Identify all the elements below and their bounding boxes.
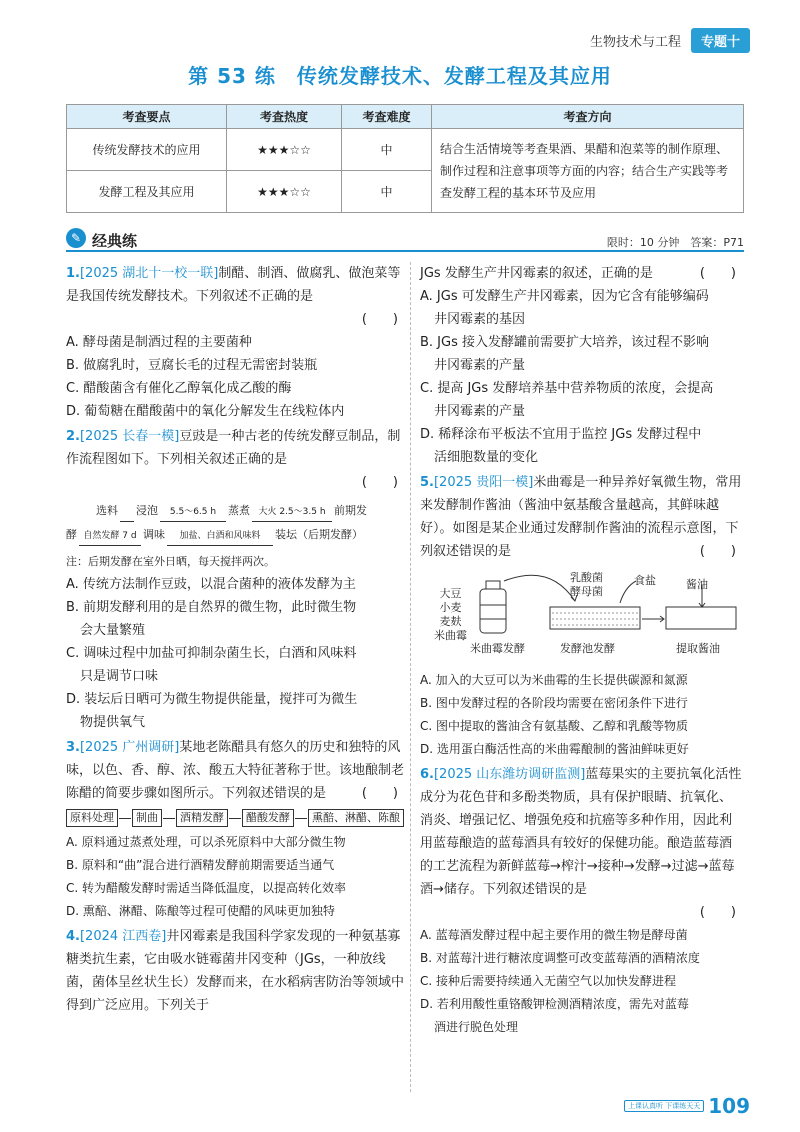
page-footer	[624, 1094, 750, 1118]
flow-box: 制曲	[132, 809, 162, 827]
question-3	[66, 736, 406, 923]
question-source: [2025 长春一模]	[79, 429, 180, 444]
subject-label: 生物技术与工程	[589, 35, 681, 50]
input-item: 大豆	[439, 587, 462, 600]
question-number: 5.	[420, 475, 434, 490]
table-cell: ★★★☆☆	[227, 171, 342, 213]
page-title: 第 53 练 传统发酵技术、发酵工程及其应用	[188, 64, 612, 88]
page-header	[590, 28, 750, 53]
flow-step: 酵	[66, 528, 77, 541]
flow-step: 选料	[96, 504, 118, 517]
flow-box: 醋酸发酵	[242, 809, 294, 827]
option-b-cont: 会大量繁殖	[80, 623, 146, 638]
input-item: 麦麸	[439, 615, 462, 628]
option-c: C. 调味过程中加盐可抑制杂菌生长，白酒和风味料	[66, 646, 357, 661]
question-4	[66, 925, 406, 1017]
table-cell: 传统发酵技术的应用	[67, 129, 227, 171]
question-stem-cont: JGs 发酵生产井冈霉素的叙述，正确的是	[420, 266, 653, 281]
fermenter-top	[486, 581, 500, 589]
flow-condition: 大火 2.5～3.5 h	[258, 507, 326, 517]
option-a: A. 加入的大豆可以为米曲霉的生长提供碳源和氮源	[420, 673, 688, 687]
option-d: D. 熏醅、淋醋、陈酿等过程可使醋的风味更加独特	[66, 904, 335, 918]
table-cell: ★★★☆☆	[227, 129, 342, 171]
option-b: B. 对蓝莓汁进行糖浓度调整可改变蓝莓酒的酒精浓度	[420, 951, 700, 965]
left-column	[66, 262, 406, 1019]
question-stem: 米曲霉是一种异养好氧微生物，常用来发酵制作酱油（酱油中氨基酸含量越高，其鲜味越好）。如图是某企业通过发酵制作酱油的流程示意图，下列叙述错误的是	[420, 475, 742, 559]
option-d: D. 若利用酸性重铬酸钾检测酒精浓度，需先对蓝莓	[420, 997, 689, 1011]
input-list	[434, 587, 467, 643]
option-d: D. 选用蛋白酶活性高的米曲霉酿制的酱油鲜味更好	[420, 742, 689, 756]
option-c: C. 转为醋酸发酵时需适当降低温度，以提高转化效率	[66, 881, 347, 895]
option-b: B. 原料和“曲”混合进行酒精发酵前期需要适当通气	[66, 858, 335, 872]
answer-bracket: ( )	[361, 786, 398, 801]
table-cell: 中	[342, 171, 432, 213]
option-b: B. 做腐乳时，豆腐长毛的过程无需密封装瓶	[66, 358, 318, 373]
flow-step: 前期发	[334, 504, 367, 517]
flow-box: 酒精发酵	[176, 809, 228, 827]
topic-badge: 专题十	[691, 28, 750, 53]
option-d-cont: 物提供氧气	[80, 715, 146, 730]
option-a: A. JGs 可发酵生产井冈霉素，因为它含有能够编码	[420, 289, 709, 304]
table-header: 考查要点	[67, 105, 227, 129]
flow-condition: 5.5～6.5 h	[169, 507, 217, 517]
question-source: [2024 江西卷]	[79, 929, 167, 944]
option-c: C. 图中提取的酱油含有氨基酸、乙醇和乳酸等物质	[420, 719, 689, 733]
soy-sauce-diagram	[420, 567, 744, 667]
option-b: B. 前期发酵利用的是自然界的微生物，此时微生物	[66, 600, 357, 615]
option-c-cont: 井冈霉素的产量	[434, 404, 526, 419]
question-number: 2.	[66, 429, 80, 444]
option-d-cont: 酒进行脱色处理	[434, 1020, 519, 1034]
process-flow	[66, 809, 406, 827]
question-number: 1.	[66, 266, 80, 281]
right-column	[420, 262, 744, 1041]
option-b: B. JGs 接入发酵罐前需要扩大培养，该过程不影响	[420, 335, 709, 350]
input-item: 米曲霉	[434, 629, 467, 642]
table-header: 考查热度	[227, 105, 342, 129]
footer-slogan: 上课认真听 下课练天天	[624, 1100, 704, 1112]
pen-icon: ✎	[66, 228, 86, 248]
table-cell: 发酵工程及其应用	[67, 171, 227, 213]
option-c: C. 醋酸菌含有催化乙醇氧化成乙酸的酶	[66, 381, 292, 396]
section-label: 经典练	[92, 232, 138, 250]
answer-bracket: ( )	[699, 266, 736, 281]
stage-label: 发酵池发酵	[560, 642, 615, 655]
fermenter-tank	[480, 589, 506, 633]
table-cell: 中	[342, 129, 432, 171]
answer-bracket: ( )	[699, 905, 736, 920]
question-source: [2025 广州调研]	[79, 740, 180, 755]
microbe-item: 酵母菌	[570, 585, 603, 598]
salt-label: 食盐	[634, 574, 656, 587]
answer-bracket: ( )	[699, 544, 736, 559]
question-stem: 制醋、制酒、做腐乳、做泡菜等是我国传统发酵技术。下列叙述不正确的是	[66, 266, 401, 304]
question-stem: 豆豉是一种古老的传统发酵豆制品，制作流程图如下。下列相关叙述正确的是	[66, 429, 401, 467]
option-a: A. 原料通过蒸煮处理，可以杀死原料中大部分微生物	[66, 835, 346, 849]
option-d-cont: 活细胞数量的变化	[434, 450, 539, 465]
table-cell-direction: 结合生活情境等考查果酒、果醋和泡菜等的制作原理、制作过程和注意事项等方面的内容；结合生产实践等考查发酵工程的基本环节及应用	[432, 129, 744, 213]
section-meta: 限时：10 分钟 答案：P71	[606, 236, 744, 249]
stage-label: 提取酱油	[676, 642, 720, 655]
process-flow	[66, 498, 406, 546]
table-header: 考查难度	[342, 105, 432, 129]
flow-step: 浸泡	[136, 504, 158, 517]
fermentation-pool	[550, 607, 640, 629]
microbe-item: 乳酸菌	[570, 571, 603, 584]
question-stem: 蓝莓果实的主要抗氧化活性成分为花色苷和多酚类物质，具有保护眼睛、抗氧化、消炎、增强记忆、增强免疫和抗癌等多种作用，因此利用蓝莓酿造的蓝莓酒具有较好的保健功能。酿造蓝莓酒的工艺流程为新鲜蓝莓→榨汁→接种→发酵→过滤→蓝莓酒→储存。下列叙述错误的是	[420, 767, 742, 897]
option-a: A. 传统方法制作豆豉，以混合菌种的液体发酵为主	[66, 577, 356, 592]
option-c-cont: 只是调节口味	[80, 669, 159, 684]
option-b-cont: 井冈霉素的产量	[434, 358, 526, 373]
question-1	[66, 262, 406, 423]
question-source: [2025 贵阳一模]	[433, 475, 534, 490]
option-d: D. 稀释涂布平板法不宜用于监控 JGs 发酵过程中	[420, 427, 702, 442]
flow-note: 注：后期发酵在室外日晒，每天搅拌两次。	[66, 555, 275, 568]
question-source: [2025 湖北十一校一联]	[79, 266, 219, 281]
stage-label: 米曲霉发酵	[470, 642, 525, 655]
section-header	[66, 230, 744, 252]
option-c: C. 接种后需要持续通入无菌空气以加快发酵进程	[420, 974, 677, 988]
flow-condition: 自然发酵 7 d	[83, 531, 137, 541]
table-header: 考查方向	[432, 105, 744, 129]
question-stem: 某地老陈醋具有悠久的历史和独特的风味，以色、香、醇、浓、酸五大特征著称于世。该地酿制老陈醋的简要步骤如图所示。下列叙述错误的是	[66, 740, 405, 801]
question-2	[66, 425, 406, 734]
question-source: [2025 山东潍坊调研监测]	[433, 767, 586, 782]
question-4-cont	[420, 262, 744, 469]
question-number: 6.	[420, 767, 434, 782]
soy-label: 酱油	[686, 578, 708, 591]
answer-bracket: ( )	[361, 312, 398, 327]
option-b: B. 图中发酵过程的各阶段均需要在密闭条件下进行	[420, 696, 688, 710]
flow-condition: 加盐、白酒和风味料	[179, 531, 261, 541]
option-c: C. 提高 JGs 发酵培养基中营养物质的浓度，会提高	[420, 381, 714, 396]
extraction-tank	[666, 607, 736, 629]
flow-arrow	[504, 575, 575, 601]
flow-box: 熏醅、淋醋、陈酿	[308, 809, 404, 827]
flow-step: 调味	[143, 528, 165, 541]
option-a-cont: 井冈霉素的基因	[434, 312, 526, 327]
question-number: 4.	[66, 929, 80, 944]
exam-info-table	[66, 104, 744, 213]
flow-box: 原料处理	[66, 809, 118, 827]
question-stem: 井冈霉素是我国科学家发现的一种氨基寡糖类抗生素，它由吸水链霉菌井冈变种（JGs，一种放线菌，菌体呈丝状生长）发酵而来，在水稻病害防治等领域中得到广泛应用。下列关于	[66, 929, 405, 1013]
microbe-list	[570, 571, 603, 599]
option-a: A. 蓝莓酒发酵过程中起主要作用的微生物是酵母菌	[420, 928, 688, 942]
page-number: 109	[708, 1094, 750, 1118]
question-number: 3.	[66, 740, 80, 755]
question-5	[420, 471, 744, 761]
option-d: D. 葡萄糖在醋酸菌中的氧化分解发生在线粒体内	[66, 404, 345, 419]
input-item: 小麦	[439, 601, 462, 614]
question-6	[420, 763, 744, 1039]
flow-step: 装坛（后期发酵）	[275, 528, 363, 541]
option-a: A. 酵母菌是制酒过程的主要菌种	[66, 335, 252, 350]
column-divider	[410, 262, 411, 1092]
table-row	[67, 129, 744, 171]
answer-bracket: ( )	[361, 475, 398, 490]
option-d: D. 装坛后日晒可为微生物提供能量，搅拌可为微生	[66, 692, 358, 707]
flow-step: 蒸煮	[228, 504, 250, 517]
